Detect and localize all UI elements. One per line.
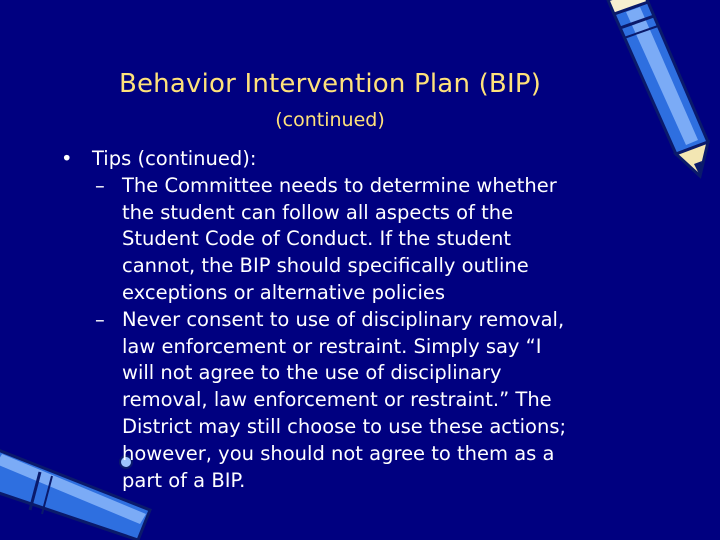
slide-title: Behavior Intervention Plan (BIP): [118, 69, 542, 99]
sub-bullet-line: cannot, the BIP should specifically outline: [122, 254, 529, 278]
sub-bullet-line: will not agree to the use of disciplinary: [122, 361, 502, 385]
bullet-item: [61, 146, 720, 173]
sub-bullet-line: The Committee needs to determine whether: [122, 173, 557, 197]
slide-body: [0, 146, 720, 494]
sub-bullet-line: Never consent to use of disciplinary removal,: [122, 307, 565, 331]
sub-bullet-line: however, you should not agree to them as a: [122, 441, 555, 465]
sub-bullet-line: removal, law enforcement or restraint.” The: [122, 388, 552, 412]
bullet-text: Tips (continued):: [92, 147, 257, 170]
sub-bullet-line: exceptions or alternative policies: [122, 280, 446, 304]
sub-bullet-line: District may still choose to use these actions;: [122, 414, 567, 438]
bullet-marker: •: [61, 147, 73, 170]
slide-subtitle: (continued): [275, 109, 385, 131]
dash-marker: –: [95, 307, 105, 331]
dash-marker: –: [95, 173, 105, 197]
sub-bullet-line: law enforcement or restraint. Simply say “I: [122, 334, 542, 358]
sub-bullet-item: [95, 173, 642, 307]
sub-bullet-line: Student Code of Conduct. If the student: [122, 227, 512, 251]
sub-bullet-line: the student can follow all aspects of the: [122, 200, 514, 224]
sub-bullet-line: part of a BIP.: [122, 468, 246, 492]
sub-bullet-item: [95, 307, 642, 495]
